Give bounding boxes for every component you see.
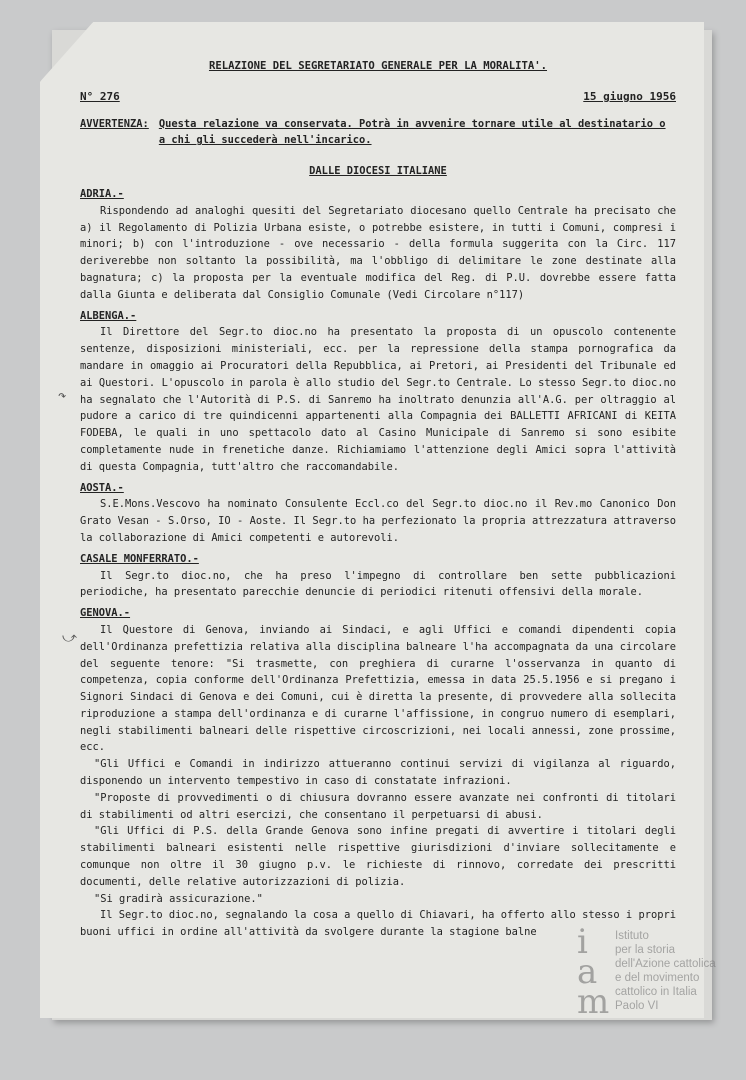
section-albenga — [80, 308, 676, 476]
document-title: RELAZIONE DEL SEGRETARIATO GENERALE PER LA MORALITA'. — [208, 60, 548, 72]
document-meta — [80, 89, 676, 106]
paragraph: Il Questore di Genova, inviando ai Sindaci, e agli Uffici e comandi dipendenti copia dell'Ordinanza prefettizia relativa alla disciplina balneare l'ha accompagnata da una circolare del seguente tenore: "Si trasmette, con preghiera di curarne l'osservanza in quanto di competenza, copia conforme dell'Ordinanza Prefettizia, emessa in data 25.5.1956 e si pregano i Signori Sindaci di Genova e dei Comuni, cui è diretta la presente, di provvedere alla sollecita riproduzione a stampa dell'ordinanza e di curarne l'affissione, in congruo numero di esemplari, negli stabilimenti balneari delle rispettive circoscrizioni, nei locali annessi, zone prossime, ecc. — [80, 623, 676, 754]
archive-logo-icon: i a m — [577, 922, 610, 1022]
section-heading: ALBENGA.- — [80, 309, 137, 322]
quoted-paragraph: "Proposte di provvedimenti o di chiusura dovranno essere avanzate nei confronti di titolari di stabilimenti od altri esercizi, che consentano il perpetuarsi di abusi. — [80, 791, 676, 821]
warning-block — [80, 116, 676, 150]
closing-paragraph: Il Segr.to dioc.no, segnalando la cosa a quello di Chiavari, ha offerto allo stesso i propri buoni uffici in ordine all'attività da svolgere durante la stagione balne — [80, 909, 676, 939]
quoted-paragraph: "Gli Uffici di P.S. della Grande Genova sono infine pregati di avvertire i titolari degli stabilimenti balneari esistenti nelle rispettive giurisdizioni d'inviare sollecitamente e comunque non oltre il 30 giugno p.v. le richieste di rinnovo, corredate dei prescritti documenti, delle relative autorizzazioni di polizia. — [80, 825, 676, 888]
warning-label: AVVERTENZA: — [80, 117, 149, 130]
section-heading: AOSTA.- — [80, 481, 124, 494]
section-title: DALLE DIOCESI ITALIANE — [309, 165, 447, 178]
section-casale-monferrato — [80, 551, 676, 601]
section-heading: CASALE MONFERRATO.- — [80, 552, 199, 565]
archive-watermark — [577, 922, 717, 1025]
section-heading: GENOVA.- — [80, 607, 131, 620]
paragraph: Il Segr.to dioc.no, che ha preso l'impegno di controllare ben sette pubblicazioni periodiche, ha presentato parecchie denuncie di periodici ritenuti offensivi della morale. — [80, 569, 676, 599]
document-content — [80, 58, 676, 941]
paragraph: Rispondendo ad analoghi quesiti del Segretariato diocesano quello Centrale ha precisato che a) il Regolamento di Polizia Urbana esiste, o potrebbe esistere, in tutti i Comuni, compresi i minori; b) con l'introduzione - ove necessario - della formula suggerita con la Circ. 117 deriverebbe non soltanto la possibilità, ma l'obbligo di delimitare le zone destinate alla bagnatura; c) la proposta per la eventuale modifica del Reg. di P.U. dovrebbe essere fatta dalla Giunta e deliberata dal Consiglio Comunale (Vedi Circolare n°117) — [80, 204, 676, 301]
section-genova — [80, 605, 676, 941]
quoted-paragraph: "Si gradirà assicurazione." — [94, 892, 263, 905]
paragraph: S.E.Mons.Vescovo ha nominato Consulente Eccl.co del Segr.to dioc.no il Rev.mo Canonico Don Grato Vesan - S.Orso, IO - Aoste. Il Segr.to ha perfezionato la propria attrezzatura attraverso la collaborazione di Amici competenti e autorevoli. — [80, 498, 676, 544]
archive-watermark-text: Istituto per la storia dell'Azione cattolica e del movimento cattolico in Italia Paolo VI — [615, 930, 716, 1012]
margin-mark-icon: ⤻ — [62, 630, 77, 646]
quoted-paragraph: "Gli Uffici e Comandi in indirizzo attueranno continui servizi di vigilanza al riguardo, disponendo un intervento tempestivo in caso di constatate infrazioni. — [80, 758, 676, 788]
section-adria — [80, 186, 676, 304]
warning-text: Questa relazione va conservata. Potrà in avvenire tornare utile al destinatario o a chi gli succederà nell'incarico. — [158, 117, 666, 147]
section-aosta — [80, 480, 676, 547]
section-heading: ADRIA.- — [80, 187, 124, 200]
margin-mark-icon: ↷ — [58, 388, 67, 404]
document-date: 15 giugno 1956 — [583, 89, 676, 103]
paragraph: Il Direttore del Segr.to dioc.no ha presentato la proposta di un opuscolo contenente sentenze, disposizioni ministeriali, ecc. per la repressione della stampa pornografica da mandare in omaggio ai Procuratori della Repubblica, ai Pretori, ai Presidenti del Tribunale ed ai Questori. L'opuscolo in parola è allo studio del Segr.to Centrale. Lo stesso Segr.to dioc.no ha segnalato che l'Autorità di P.S. di Sanremo ha inoltrato denunzia all'A.G. per oltraggio al pudore a carico di tre quindicenni appartenenti alla Compagnia dei BALLETTI AFRICANI di KEITA FODEBA, le quali in uno spettacolo dato al Casino Municipale di Sanremo si sono esibite completamente nude in frenetiche danze. Richiamiamo l'attenzione degli Amici sopra l'attività di questa Compagnia, tutt'altro che raccomandabile. — [80, 326, 676, 473]
document-number: N° 276 — [80, 89, 120, 103]
